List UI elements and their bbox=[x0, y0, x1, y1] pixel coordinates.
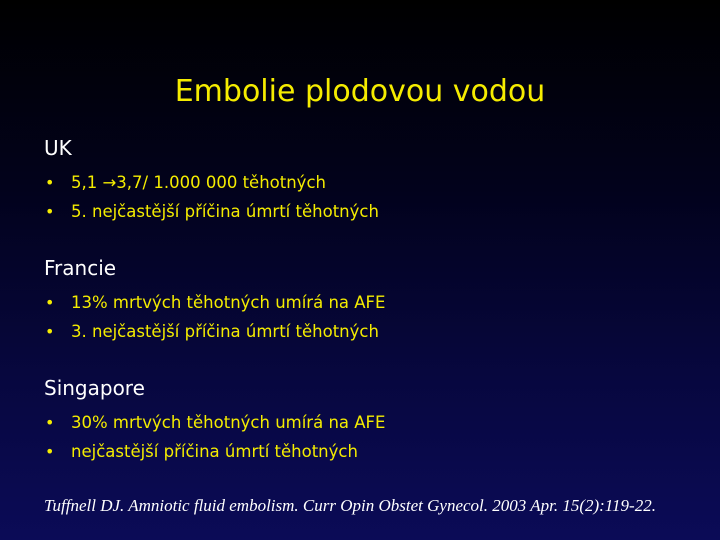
bullet-item bbox=[44, 408, 704, 437]
bullet-text: 5,1 →3,7/ 1.000 000 těhotných bbox=[71, 173, 326, 192]
section-heading-singapore: Singapore bbox=[44, 376, 145, 400]
section-francie bbox=[44, 256, 704, 346]
bullet-icon: • bbox=[45, 202, 55, 221]
bullet-list-singapore bbox=[44, 408, 704, 466]
bullet-item bbox=[44, 168, 704, 197]
bullet-icon: • bbox=[45, 442, 55, 461]
bullet-icon: • bbox=[45, 413, 55, 432]
slide-title: Embolie plodovou vodou bbox=[174, 74, 546, 109]
bullet-text: 13% mrtvých těhotných umírá na AFE bbox=[71, 293, 386, 312]
bullet-item bbox=[44, 437, 704, 466]
bullet-item bbox=[44, 288, 704, 317]
citation: Tuffnell DJ. Amniotic fluid embolism. Curr Opin Obstet Gynecol. 2003 Apr. 15(2):119-22. bbox=[44, 496, 656, 515]
bullet-list-uk bbox=[44, 168, 704, 226]
bullet-item bbox=[44, 317, 704, 346]
bullet-item bbox=[44, 197, 704, 226]
section-uk bbox=[44, 136, 704, 226]
bullet-text: 3. nejčastější příčina úmrtí těhotných bbox=[71, 322, 379, 341]
bullet-icon: • bbox=[45, 322, 55, 341]
bullet-text: 30% mrtvých těhotných umírá na AFE bbox=[71, 413, 386, 432]
bullet-text: nejčastější příčina úmrtí těhotných bbox=[71, 442, 358, 461]
section-heading-francie: Francie bbox=[44, 256, 117, 280]
bullet-text: 5. nejčastější příčina úmrtí těhotných bbox=[71, 202, 379, 221]
section-heading-uk: UK bbox=[44, 136, 72, 160]
bullet-icon: • bbox=[45, 173, 55, 192]
section-singapore bbox=[44, 376, 704, 466]
bullet-list-francie bbox=[44, 288, 704, 346]
bullet-icon: • bbox=[45, 293, 55, 312]
